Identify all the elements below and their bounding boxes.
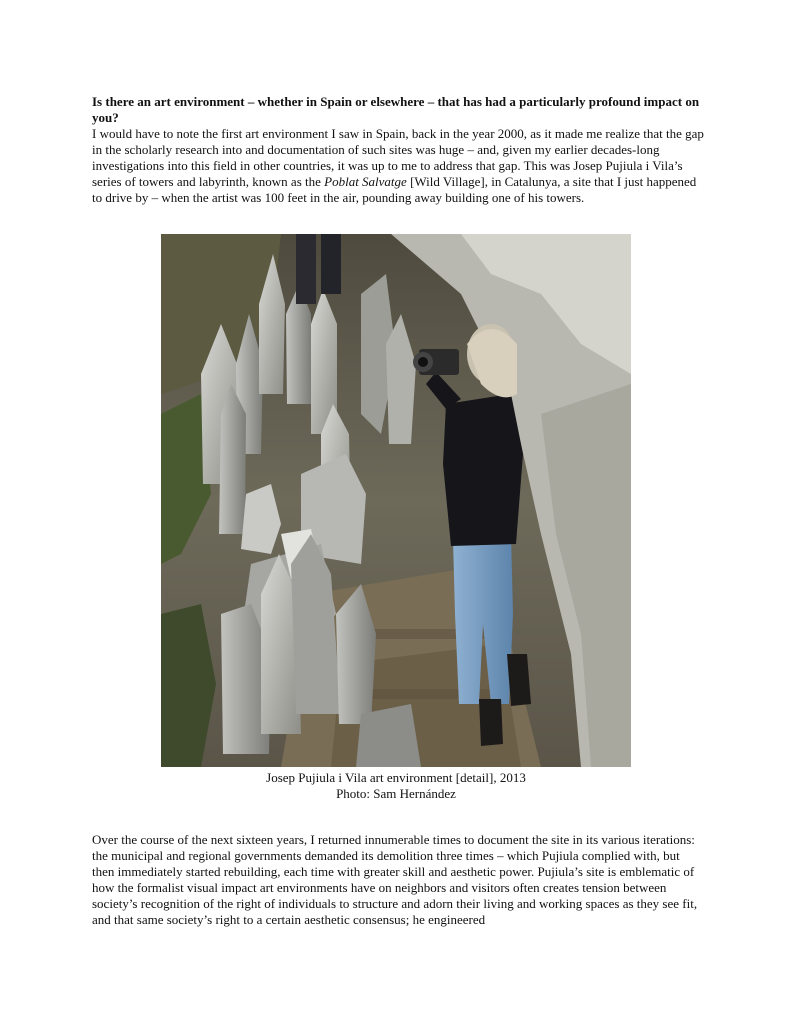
interview-section	[92, 94, 704, 206]
answer-text-after-title: [Wild Village], in Catalunya, a site that I just happened to drive by – when the artist was 100 feet in the air, pounding away building one of his towers.	[92, 174, 697, 205]
answer-text-before-title: I would have to note the first art environment I saw in Spain, back in the year 2000, as it made me realize that the gap in the scholarly research into and documentation of such sites was huge – and, given my earlier decades-long investigations into this field in other countries, it was up to me to address that gap. This was Josep Pujiula i Vila’s series of towers and labyrinth, known as the	[92, 126, 704, 189]
site-title-italic: Poblat Salvatge	[324, 174, 407, 189]
art-environment-photo	[161, 234, 631, 767]
interview-answer	[92, 126, 704, 206]
caption-credit: Photo: Sam Hernández	[336, 786, 456, 801]
interview-question: Is there an art environment – whether in Spain or elsewhere – that has had a particularly profound impact on you?	[92, 94, 700, 125]
photo-caption	[161, 770, 631, 802]
continuation-paragraph: Over the course of the next sixteen years, I returned innumerable times to document the site in its various iterations: the municipal and regional governments demanded its demolition three times – which Pujiula complied with, but then immediately started rebuilding, each time with greater skill and aesthetic power. Pujiula’s site is emblematic of how the formalist visual impact art environments have on neighbors and visitors often creates tension between society’s recognition of the right of individuals to structure and adorn their living and working spaces as they see fit, and that same society’s right to a certain aesthetic consensus; he engineered	[92, 832, 698, 927]
caption-title: Josep Pujiula i Vila art environment [detail], 2013	[266, 770, 526, 785]
